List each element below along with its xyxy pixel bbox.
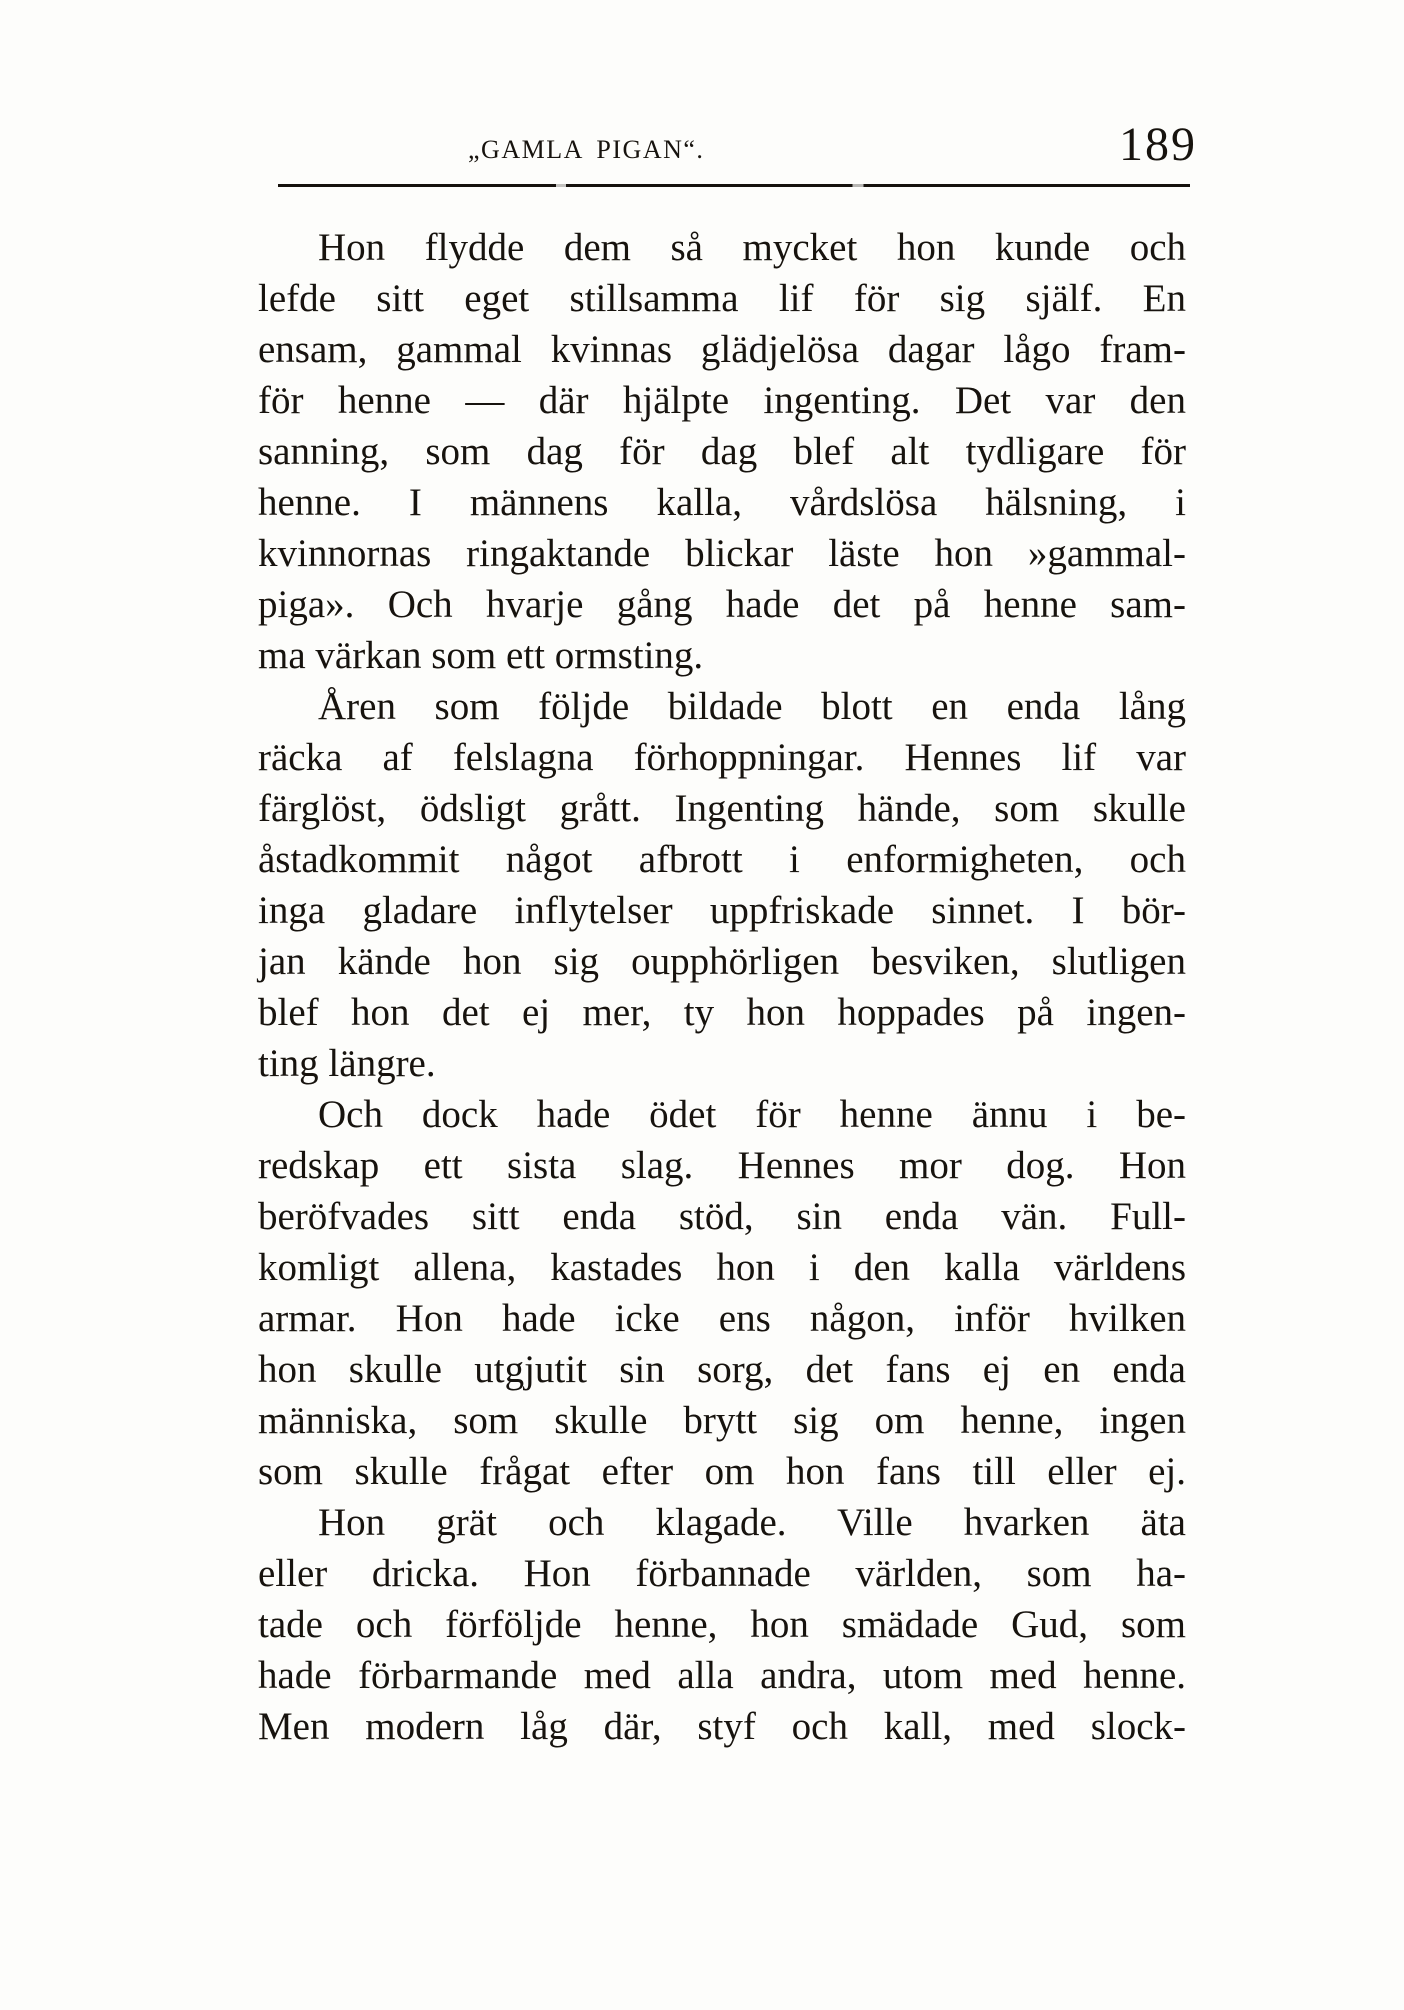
text-line: blef hon det ej mer, ty hon hoppades på ingen- xyxy=(258,991,1186,1034)
text-line: kvinnornas ringaktande blickar läste hon »gammal- xyxy=(258,532,1186,575)
text-line: henne. I männens kalla, vårdslösa hälsning, i xyxy=(258,481,1186,524)
paragraph xyxy=(258,681,1186,1089)
text-line: människa, som skulle brytt sig om henne, ingen xyxy=(258,1399,1186,1442)
paragraph xyxy=(258,222,1186,681)
text-line: Hon flydde dem så mycket hon kunde och xyxy=(318,226,1186,269)
running-header xyxy=(0,0,1404,180)
body-text xyxy=(258,222,1186,1752)
text-line: sanning, som dag för dag blef alt tydligare för xyxy=(258,430,1186,473)
text-line: räcka af felslagna förhoppningar. Hennes lif var xyxy=(258,736,1186,779)
text-line: eller dricka. Hon förbannade världen, som ha- xyxy=(258,1552,1186,1595)
page-number: 189 xyxy=(1119,118,1197,171)
text-line: Hon grät och klagade. Ville hvarken äta xyxy=(318,1501,1186,1544)
text-line: Åren som följde bildade blott en enda lång xyxy=(318,685,1186,728)
text-line: hade förbarmande med alla andra, utom med henne. xyxy=(258,1654,1186,1697)
header-title: „GAMLA PIGAN“. xyxy=(468,135,705,164)
text-line: armar. Hon hade icke ens någon, inför hvilken xyxy=(258,1297,1186,1340)
text-line: hon skulle utgjutit sin sorg, det fans ej en enda xyxy=(258,1348,1186,1391)
header-rule xyxy=(278,184,1190,187)
text-line: komligt allena, kastades hon i den kalla världens xyxy=(258,1246,1186,1289)
text-line: åstadkommit något afbrott i enformigheten, och xyxy=(258,838,1186,881)
paragraph xyxy=(258,1497,1186,1752)
text-line: beröfvades sitt enda stöd, sin enda vän. Full- xyxy=(258,1195,1186,1238)
text-line: ma värkan som ett ormsting. xyxy=(258,634,704,677)
text-line: redskap ett sista slag. Hennes mor dog. Hon xyxy=(258,1144,1186,1187)
text-line: inga gladare inflytelser uppfriskade sinnet. I bör- xyxy=(258,889,1186,932)
text-line: Och dock hade ödet för henne ännu i be- xyxy=(318,1093,1186,1136)
text-line: som skulle frågat efter om hon fans till eller ej. xyxy=(258,1450,1186,1493)
text-line: färglöst, ödsligt grått. Ingenting hände, som skulle xyxy=(258,787,1186,830)
text-line: ensam, gammal kvinnas glädjelösa dagar lågo fram- xyxy=(258,328,1186,371)
paragraph xyxy=(258,1089,1186,1497)
text-line: jan kände hon sig oupphörligen besviken, slutligen xyxy=(258,940,1186,983)
text-line: för henne — där hjälpte ingenting. Det var den xyxy=(258,379,1186,422)
text-line: tade och förföljde henne, hon smädade Gud, som xyxy=(258,1603,1186,1646)
text-line: ting längre. xyxy=(258,1042,436,1085)
text-line: piga». Och hvarje gång hade det på henne sam- xyxy=(258,583,1186,626)
text-line: Men modern låg där, styf och kall, med slock- xyxy=(258,1705,1186,1748)
text-line: lefde sitt eget stillsamma lif för sig själf. En xyxy=(258,277,1186,320)
